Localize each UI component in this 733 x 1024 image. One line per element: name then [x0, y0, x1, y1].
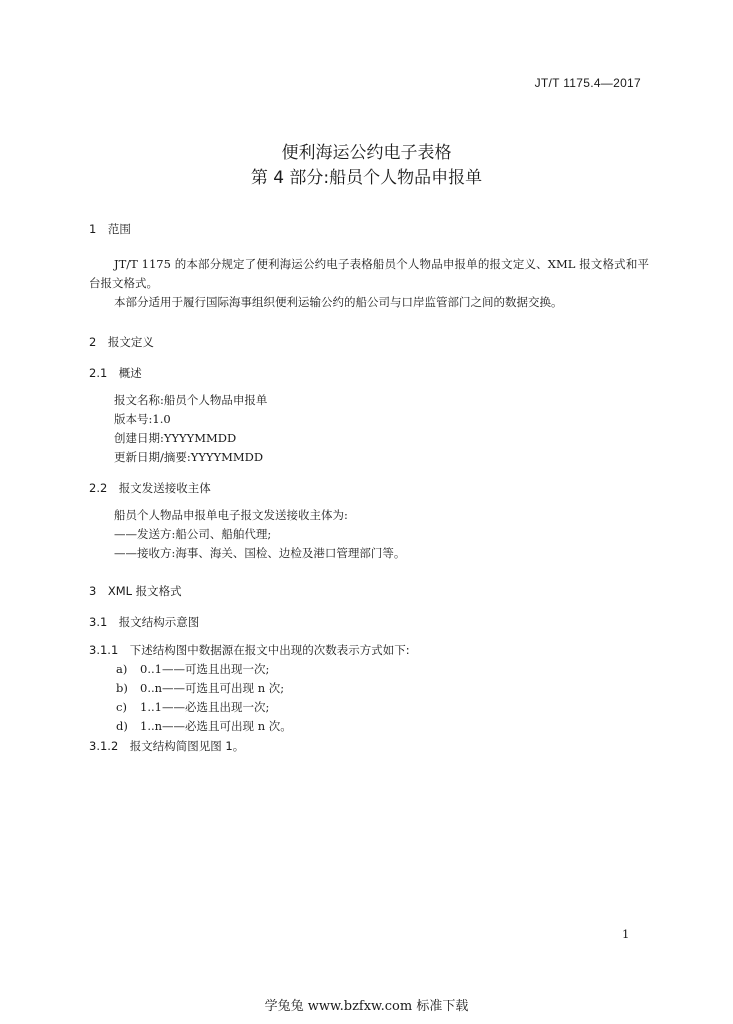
- overview-line: 报文名称:船员个人物品申报单: [114, 393, 268, 407]
- list-text: 0..n——可选且可出现 n 次;: [140, 681, 285, 695]
- footer-watermark: 学兔兔 www.bzfxw.com 标准下载: [264, 999, 469, 1014]
- heading-2-2: 2.2 报文发送接收主体: [89, 481, 211, 495]
- list-label: c): [116, 700, 127, 714]
- heading-3-1: 3.1 报文结构示意图: [89, 615, 200, 629]
- party-line: ——接收方:海事、海关、国检、边检及港口管理部门等。: [114, 546, 406, 560]
- heading-3: 3 XML 报文格式: [89, 584, 182, 598]
- heading-3-1-2: 3.1.2 报文结构简图见图 1。: [89, 739, 245, 753]
- doc-title-line1: 便利海运公约电子表格: [281, 143, 452, 163]
- page-number: 1: [622, 927, 630, 941]
- list-label: a): [116, 662, 128, 676]
- list-text: 1..n——必选且可出现 n 次。: [140, 719, 292, 733]
- list-item: [116, 718, 292, 734]
- heading-1: 1 范围: [89, 222, 131, 236]
- party-line: 船员个人物品申报单电子报文发送接收主体为:: [114, 508, 348, 522]
- list-item: [116, 661, 269, 677]
- heading-2-1: 2.1 概述: [89, 366, 142, 380]
- heading-3-1-1: 3.1.1 下述结构图中数据源在报文中出现的次数表示方式如下:: [89, 643, 410, 657]
- list-label: d): [116, 719, 128, 733]
- overview-line: 更新日期/摘要:YYYYMMDD: [114, 450, 264, 464]
- list-item: [116, 699, 269, 715]
- party-line: ——发送方:船公司、船舶代理;: [114, 527, 272, 541]
- doc-title-line2: 第 4 部分:船员个人物品申报单: [250, 168, 483, 188]
- scope-paragraph-1: JT/T 1175 的本部分规定了便利海运公约电子表格船员个人物品申报单的报文定义、XML 报文格式和平台报文格式。: [89, 257, 649, 290]
- standard-id: JT/T 1175.4—2017: [534, 76, 641, 90]
- overview-line: 创建日期:YYYYMMDD: [114, 431, 237, 445]
- scope-paragraph-2: 本部分适用于履行国际海事组织便利运输公约的船公司与口岸监管部门之间的数据交换。: [114, 295, 563, 309]
- list-text: 1..1——必选且出现一次;: [140, 700, 270, 714]
- list-text: 0..1——可选且出现一次;: [140, 662, 270, 676]
- list-label: b): [116, 681, 128, 695]
- list-item: [116, 680, 284, 696]
- overview-line: 版本号:1.0: [114, 412, 171, 426]
- heading-2: 2 报文定义: [89, 335, 154, 349]
